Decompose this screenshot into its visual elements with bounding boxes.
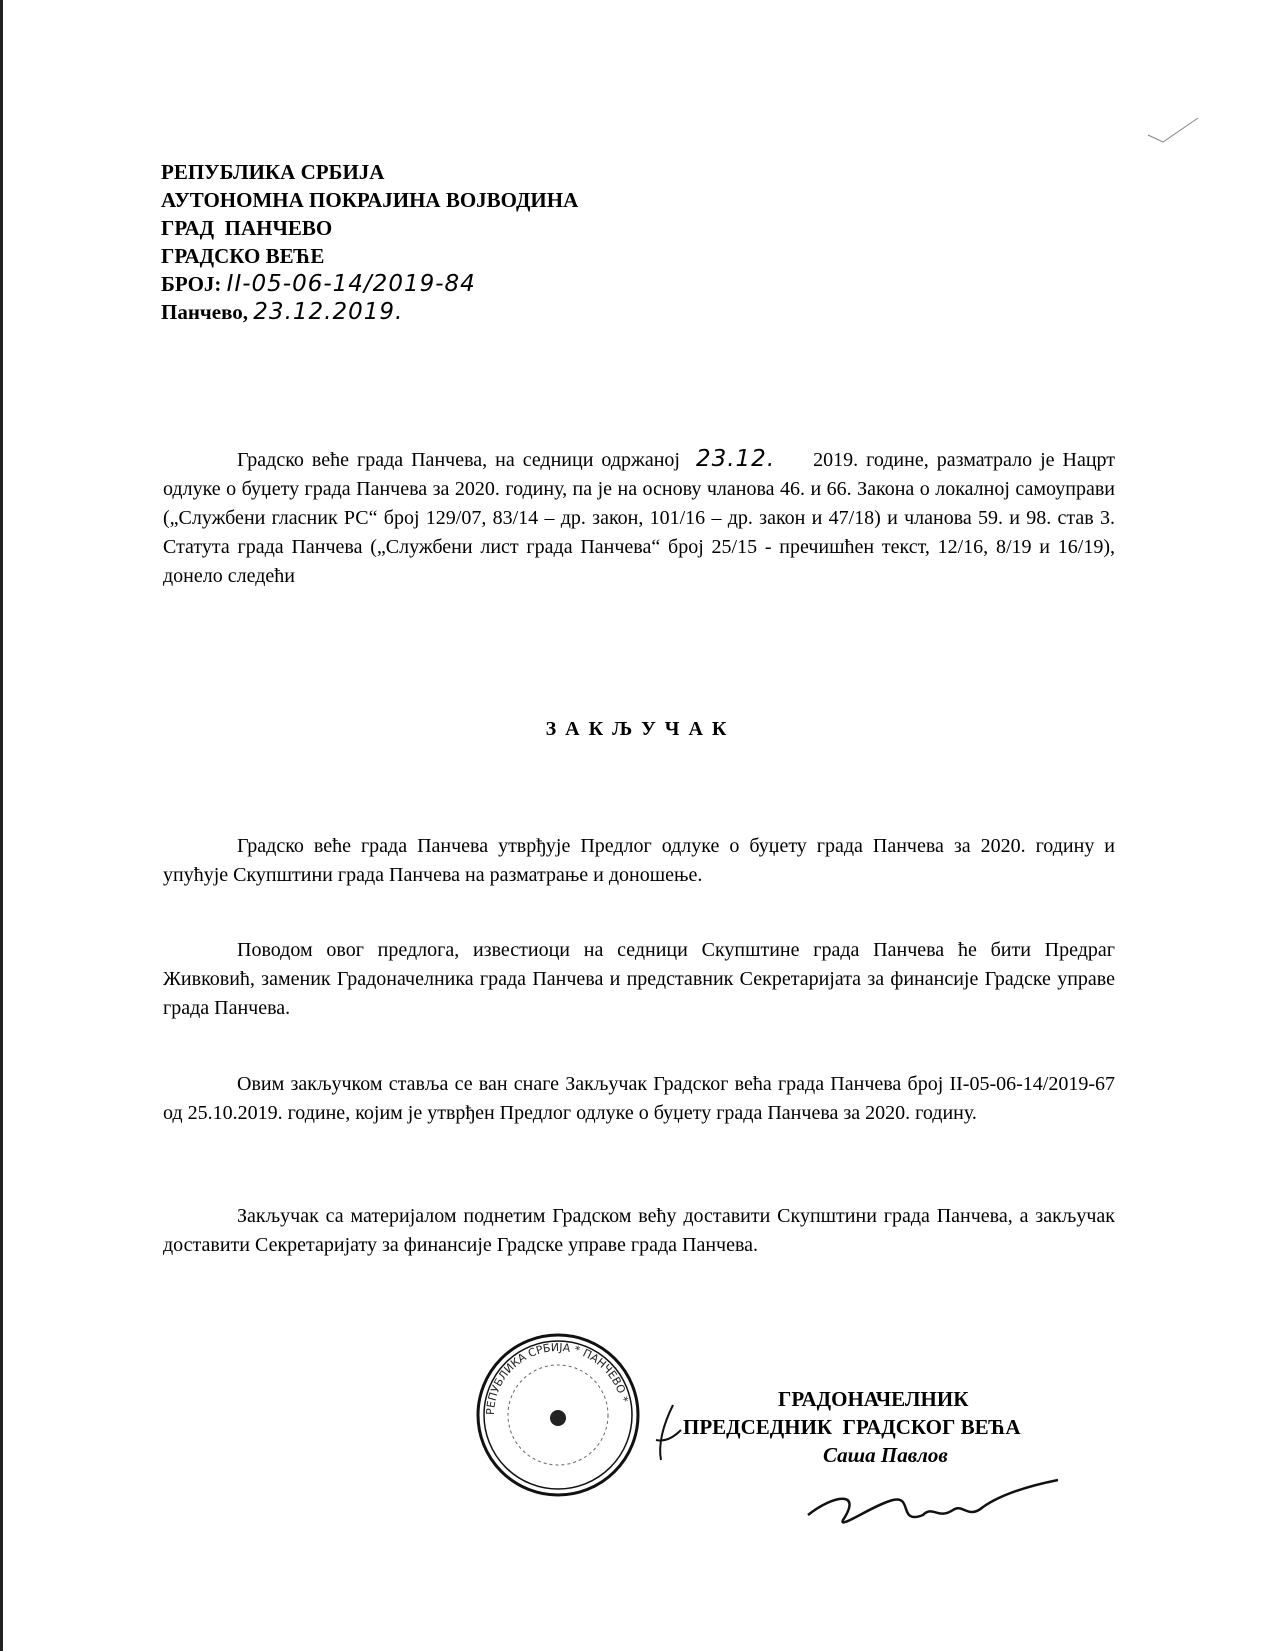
- document-title: ЗАКЉУЧАК: [545, 718, 736, 740]
- signatory-name: Саша Павлов: [823, 1443, 948, 1467]
- official-stamp: [473, 1330, 643, 1500]
- intro-text: Градско веће града Панчева, на седници одржаној: [237, 449, 680, 471]
- document-number: [161, 270, 578, 298]
- handwritten-signature: [803, 1475, 1063, 1535]
- signature-block: [683, 1385, 1021, 1469]
- body-paragraph: [163, 1070, 1115, 1128]
- paragraph-text: Овим закључком ставља се ван снаге Закључак Градског већа града Панчева број II-05-06-14/2019-67 од 25.10.2019. године, којим је утврђен Предлог одлуке о буџету града Панчева за 2020. годину.: [163, 1073, 1115, 1124]
- number-label: БРОЈ:: [161, 272, 222, 296]
- initials-mark: [653, 1400, 683, 1470]
- intro-text-rest: 2019. године, разматрало је Нацрт одлуке о буџету града Панчева за 2020. годину, па је на основу чланова 46. и 66. Закона о локалној самоуправи („Службени гласник РС“ број 129/07, 83/14 – др. закон, 101/16 – др. закон и 47/18) и чланова 59. и 98. став 3. Статута града Панчева („Службени лист града Панчева“ број 25/15 - пречишћен текст, 12/16, 8/19 и 16/19), донело следећи: [163, 449, 1116, 587]
- signatory-title-2: ПРЕДСЕДНИК ГРАДСКОГ ВЕЋА: [683, 1415, 1021, 1439]
- paragraph-text: Закључак са материјалом поднетим Градском већу доставити Скупштини града Панчева, а закључак доставити Секретаријату за финансије Градске управе града Панчева.: [163, 1205, 1115, 1256]
- body-paragraph: [163, 832, 1115, 890]
- header-line: АУТОНОМНА ПОКРАЈИНА ВОЈВОДИНА: [161, 188, 579, 212]
- signatory-title: ГРАДОНАЧЕЛНИК: [778, 1387, 969, 1411]
- scan-mark: [1143, 110, 1203, 150]
- place-label: Панчево,: [161, 300, 249, 324]
- header-line: РЕПУБЛИКА СРБИЈА: [161, 160, 385, 184]
- header-line: ГРАДСКО ВЕЋЕ: [161, 244, 325, 268]
- date-value: 23.12.2019.: [253, 299, 404, 325]
- number-value: II-05-06-14/2019-84: [226, 271, 476, 297]
- document-date: [161, 298, 578, 326]
- paragraph-text: Градско веће града Панчева утврђује Предлог одлуке о буџету града Панчева за 2020. годину и упућује Скупштини града Панчева на разматрање и доношење.: [163, 835, 1115, 886]
- paragraph-text: Поводом овог предлога, известиоци на седници Скупштине града Панчева ће бити Предраг Живковић, заменик Градоначелника града Панчева и представник Секретаријата за финансије Градске управе града Панчева.: [163, 939, 1115, 1019]
- intro-paragraph: [163, 445, 1115, 591]
- document-header: [161, 158, 578, 326]
- body-paragraph: [163, 1202, 1115, 1260]
- session-date: 23.12.: [695, 446, 776, 472]
- header-line: ГРАД ПАНЧЕВО: [161, 216, 333, 240]
- body-paragraph: [163, 936, 1115, 1023]
- stamp-text: РЕПУБЛИКА СРБИЈА * ПАНЧЕВО *: [483, 1340, 631, 1416]
